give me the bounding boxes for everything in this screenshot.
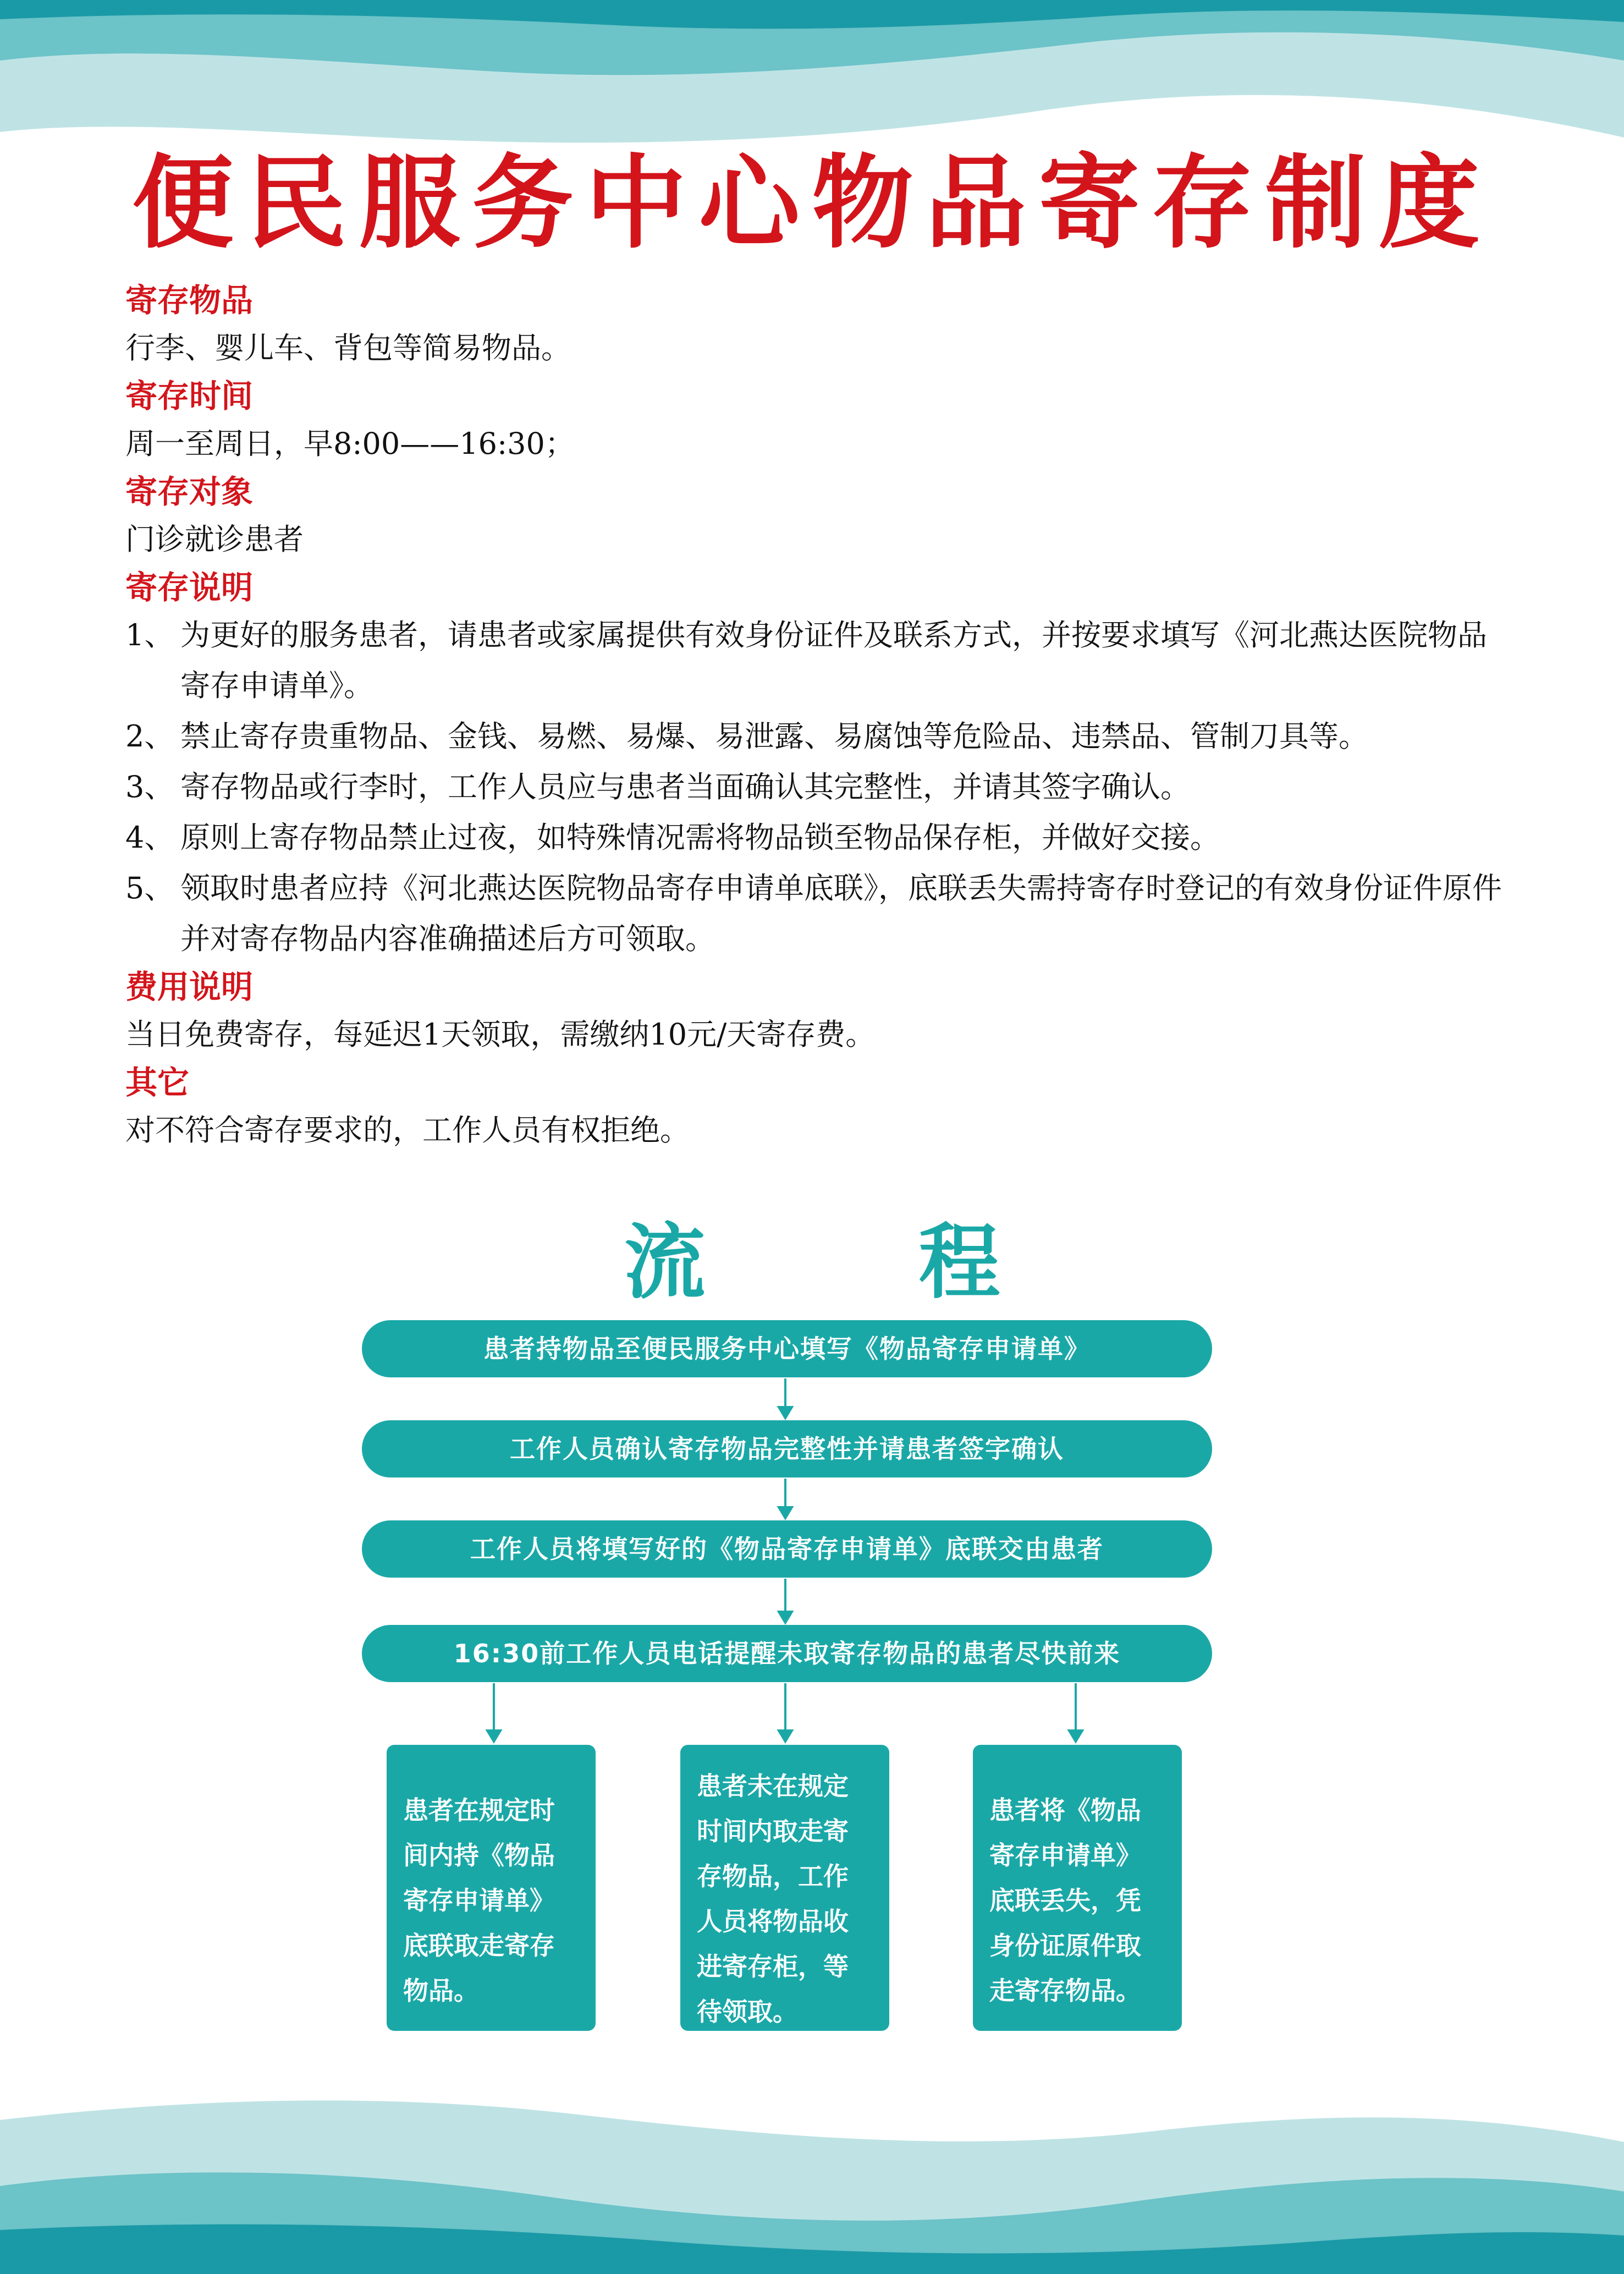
section-heading-fees: 费用说明 <box>125 968 254 1006</box>
flow-outcome-1: 患者在规定时间内持《物品寄存申请单》底联取走寄存物品。 <box>387 1745 596 2031</box>
bottom-wave-decoration <box>0 2092 1624 2274</box>
flow-step-2: 工作人员确认寄存物品完整性并请患者签字确认 <box>362 1420 1212 1477</box>
flow-outcome-2: 患者未在规定时间内取走寄存物品，工作人员将物品收进寄存柜，等待领取。 <box>680 1745 889 2031</box>
rule-text: 领取时患者应持《河北燕达医院物品寄存申请单底联》，底联丢失需持寄存时登记的有效身份证件原件并对寄存物品内容准确描述后方可领取。 <box>180 871 1502 956</box>
rule-item <box>125 812 1511 863</box>
section-body-items: 行李、婴儿车、背包等简易物品。 <box>125 331 571 365</box>
flow-title: 流 程 <box>624 1215 1066 1310</box>
rule-text: 原则上寄存物品禁止过夜，如特殊情况需将物品锁至物品保存柜，并做好交接。 <box>180 820 1220 855</box>
rules-list <box>125 610 1511 964</box>
flow-step-3: 工作人员将填写好的《物品寄存申请单》底联交由患者 <box>362 1520 1212 1578</box>
flow-outcome-3: 患者将《物品寄存申请单》底联丢失，凭身份证原件取走寄存物品。 <box>973 1745 1182 2031</box>
rule-number: 4、 <box>125 820 174 855</box>
arrow-down-icon <box>779 1479 792 1518</box>
flow-step-1: 患者持物品至便民服务中心填写《物品寄存申请单》 <box>362 1320 1212 1377</box>
section-heading-items: 寄存物品 <box>125 282 254 319</box>
arrow-down-icon <box>779 1683 792 1742</box>
flow-step-4: 16:30前工作人员电话提醒未取寄存物品的患者尽快前来 <box>362 1625 1212 1682</box>
rule-number: 5、 <box>125 871 174 905</box>
arrow-down-icon <box>1069 1683 1082 1742</box>
arrow-down-icon <box>779 1378 792 1418</box>
section-heading-notes: 寄存说明 <box>125 569 254 606</box>
rule-text: 禁止寄存贵重物品、金钱、易燃、易爆、易泄露、易腐蚀等危险品、违禁品、管制刀具等。 <box>180 719 1368 754</box>
section-body-time: 周一至周日，早8:00——16:30； <box>125 426 575 461</box>
rule-number: 1、 <box>125 618 174 652</box>
rules-content <box>125 278 1511 1156</box>
rule-number: 3、 <box>125 770 174 804</box>
rule-item <box>125 711 1511 762</box>
page-title: 便民服务中心物品寄存制度 <box>132 145 1492 262</box>
rule-number: 2、 <box>125 719 174 754</box>
section-body-fees: 当日免费寄存，每延迟1天领取，需缴纳10元/天寄存费。 <box>125 1017 876 1052</box>
section-body-other: 对不符合寄存要求的，工作人员有权拒绝。 <box>125 1113 690 1147</box>
section-heading-target: 寄存对象 <box>125 473 254 510</box>
arrow-down-icon <box>779 1579 792 1623</box>
section-body-target: 门诊就诊患者 <box>125 522 304 557</box>
rule-text: 为更好的服务患者，请患者或家属提供有效身份证件及联系方式，并按要求填写《河北燕达医院物品寄存申请单》。 <box>180 618 1487 703</box>
rule-item <box>125 610 1511 711</box>
section-heading-other: 其它 <box>125 1064 190 1101</box>
rule-item <box>125 762 1511 812</box>
section-heading-time: 寄存时间 <box>125 377 254 415</box>
arrow-down-icon <box>487 1683 500 1742</box>
rule-text: 寄存物品或行李时，工作人员应与患者当面确认其完整性，并请其签字确认。 <box>180 770 1190 804</box>
rule-item <box>125 863 1511 964</box>
